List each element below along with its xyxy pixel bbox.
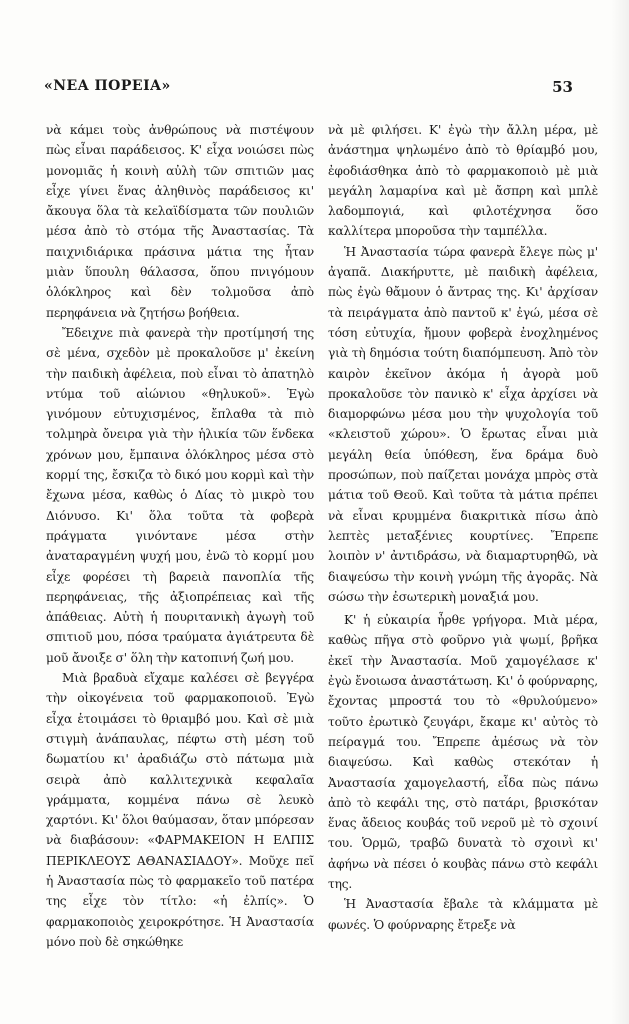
paragraph: νὰ κάμει τοὺς ἀνθρώπους νὰ πιστέψουν πὼς εἶναι παράδεισος. Κ' εἶχα νοιώσει πὼς μονομιᾶς ἡ κοινὴ αὐλὴ τῶν σπιτιῶν μας εἶχε γίνει ἕνας ἀληθινὸς παράδεισος κι' ἄκουγα ὅλα τὰ κελαϊδίσματα τῶν πουλιῶν μέσα ἀπὸ τὸ στόμα τῆς Ἀναστασίας. Τὰ παιχνιδιάρικα πράσινα μάτια της ἦταν μιὰν ὕπουλη θάλασσα, ὅπου πνιγόμουν ὁλόκληρος καὶ δὲν τολμοῦσα ἀπὸ περηφάνεια νὰ ζητήσω βοήθεια. <box>46 123 314 320</box>
paragraph: Κ' ἡ εὐκαιρία ἦρθε γρήγορα. Μιὰ μέρα, καθὼς πῆγα στὸ φοῦρνο γιὰ ψωμί, βρῆκα ἐκεῖ τὴν Ἀναστασία. Μοῦ χαμογέλασε κ' ἐγὼ ἔνοιωσα ἀναστάτωση. Κι' ὁ φούρναρης, ἔχοντας μπροστά του τὸ «θρυλούμενο» τοῦτο ἐρωτικὸ ζευγάρι, ἔκαμε κι' αὐτὸς τὸ πείραγμά του. Ἔπρεπε ἀμέσως νὰ τὸν διαψεύσω. Καὶ καθὼς στεκόταν ἡ Ἀναστασία χαμογελαστή, εἶδα πὼς πάνω ἀπὸ τὸ κεφάλι της, στὸ πατάρι, βρισκόταν ἕνας ἄδειος κουβάς τοῦ νεροῦ μὲ τὸ σχοινί του. Ὁρμῶ, τραβῶ δυνατὰ τὸ σχοινὶ κι' ἀφήνω νὰ πέσει ὁ κουβὰς πάνω στὸ κεφάλι της. <box>328 613 598 891</box>
scan-edge-shadow <box>611 0 629 1024</box>
paragraph: Ἡ Ἀναστασία τώρα φανερὰ ἔλεγε πὼς μ' ἀγαπᾶ. Διακήρυττε, μὲ παιδικὴ ἀφέλεια, πὼς ἐγὼ θἄμουν ὁ ἄντρας της. Κι' ἀρχίσαν τὰ πειράγματα ἀπὸ παντοῦ κ' ἐγώ, μέσα σὲ τόση εὐτυχία, ἤμουν φοβερὰ ἐνοχλημένος γιὰ τὴ δημόσια τούτη διαπόμπευση. Ἀπὸ τὸν καιρὸν ἐκεῖνον ἀκόμα ἡ ἀγορὰ μοῦ προκαλοῦσε τὸν πανικὸ κ' εἶχα ἀρχίσει νὰ διαμορφώνω μέσα μου τὴν ψυχολογία τοῦ «κλειστοῦ χώρου». Ὁ ἔρωτας εἶναι μιὰ μεγάλη θεία ὑπόθεση, ἕνα δράμα δυὸ προσώπων, ποὺ παίζεται μονάχα μπρὸς στὰ μάτια τοῦ Θεοῦ. Καὶ τοῦτα τὰ μάτια πρέπει νὰ εἶναι κρυμμένα διακριτικὰ πίσω ἀπὸ λεπτὲς μεταξένιες κουρτίνες. Ἔπρεπε λοιπὸν ν' ἀντιδράσω, νὰ διαμαρτυρηθῶ, νὰ διαψεύσω τὴν κοινὴ γνώμη τῆς ἀγορᾶς. Νὰ σώσω τὴν ἐσωτερικὴ μοναξιά μου. <box>328 244 598 604</box>
paragraph: Ἡ Ἀναστασία ἔβαλε τὰ κλάμματα μὲ φωνές. Ὁ φούρναρης ἔτρεξε νὰ <box>328 897 598 932</box>
right-column <box>328 120 598 935</box>
page-number: 53 <box>552 78 573 96</box>
paragraph: Ἔδειχνε πιὰ φανερὰ τὴν προτίμησή της σὲ μένα, σχεδὸν μὲ προκαλοῦσε μ' ἐκείνη τὴν παιδικὴ ἀφέλεια, ποὺ εἶναι τὸ ἀπατηλὸ ντύμα τοῦ αἰώνιου «θηλυκοῦ». Ἐγὼ γινόμουν εὐτυχισμένος, ἔπλαθα τὰ πιὸ τολμηρὰ ὄνειρα γιὰ τὴν ἡλικία τῶν ἕνδεκα χρόνων μου, ἔμπαινα ὁλόκληρος μέσα στὸ κορμί της, ἔσκιζα τὸ δικό μου κορμὶ καὶ τὴν ἔχωνα μέσα, καθὼς ὁ Δίας τὸ μικρὸ του Διόνυσο. Κι' ὅλα τοῦτα τὰ φοβερὰ πράγματα γινόντανε μέσα στὴν ἀναταραγμένη ψυχή μου, ἐνῶ τὸ κορμί μου εἶχε φορέσει τὴ βαρειὰ πανοπλία τῆς περηφάνειας, τῆς ἀξιοπρέπειας καὶ τῆς ἀπάθειας. Αὐτὴ ἡ πουριτανικὴ ἀγωγὴ τοῦ σπιτιοῦ μου, πόσα τραύματα ἀγιάτρευτα δὲ μοῦ ἄνοιξε σ' ὅλη τὴν κατοπινή ζωή μου. <box>46 325 314 665</box>
left-column <box>46 120 314 952</box>
paragraph: Μιὰ βραδυὰ εἴχαμε καλέσει σὲ βεγγέρα τὴν οἰκογένεια τοῦ φαρμακοποιοῦ. Ἐγὼ εἶχα ἑτοιμάσει τὸ θριαμβό μου. Καὶ σὲ μιὰ στιγμὴ ἀνάπαυλας, πέφτω στὴ μέση τοῦ δωματίου κι' ἀραδιάζω στὸ πάτωμα μιὰ σειρὰ ἀπὸ καλλιτεχνικὰ κεφαλαῖα γράμματα, κομμένα πάνω σὲ λευκὸ χαρτόνι. Κι' ὅλοι θαύμασαν, ὅταν μπόρεσαν νὰ διαβάσουν: «ΦΑΡΜΑΚΕΙΟΝ Η ΕΛΠΙΣ ΠΕΡΙΚΛΕΟΥΣ ΑΘΑΝΑΣΙΑΔΟΥ». Μοῦχε πεῖ ἡ Ἀναστασία πὼς τὸ φαρμακεῖο τοῦ πατέρα της εἶχε τὸν τίτλο: «ἡ ἐλπίς». Ὁ φαρμακοποιὸς χειροκρότησε. Ἡ Ἀναστασία μόνο ποὺ δὲ σηκώθηκε <box>46 671 314 949</box>
paragraph: νὰ μὲ φιλήσει. Κ' ἐγὼ τὴν ἄλλη μέρα, μὲ ἀνάστημα ψηλωμένο ἀπὸ τὸ θρίαμβό μου, ἐφοδιάσθηκα ἀπὸ τὸ φαρμακοποιὸ μὲ μιὰ μεγάλη λαμαρίνα καὶ μὲ ἄσπρη καὶ μπλὲ λαδομπογιά, καὶ φιλοτέχνησα ὅσο καλλίτερα μποροῦσα τὴν ταμπέλλα. <box>328 123 598 239</box>
running-title: «ΝΕΑ ΠΟΡΕΙΑ» <box>44 78 171 94</box>
page-header <box>44 78 573 100</box>
